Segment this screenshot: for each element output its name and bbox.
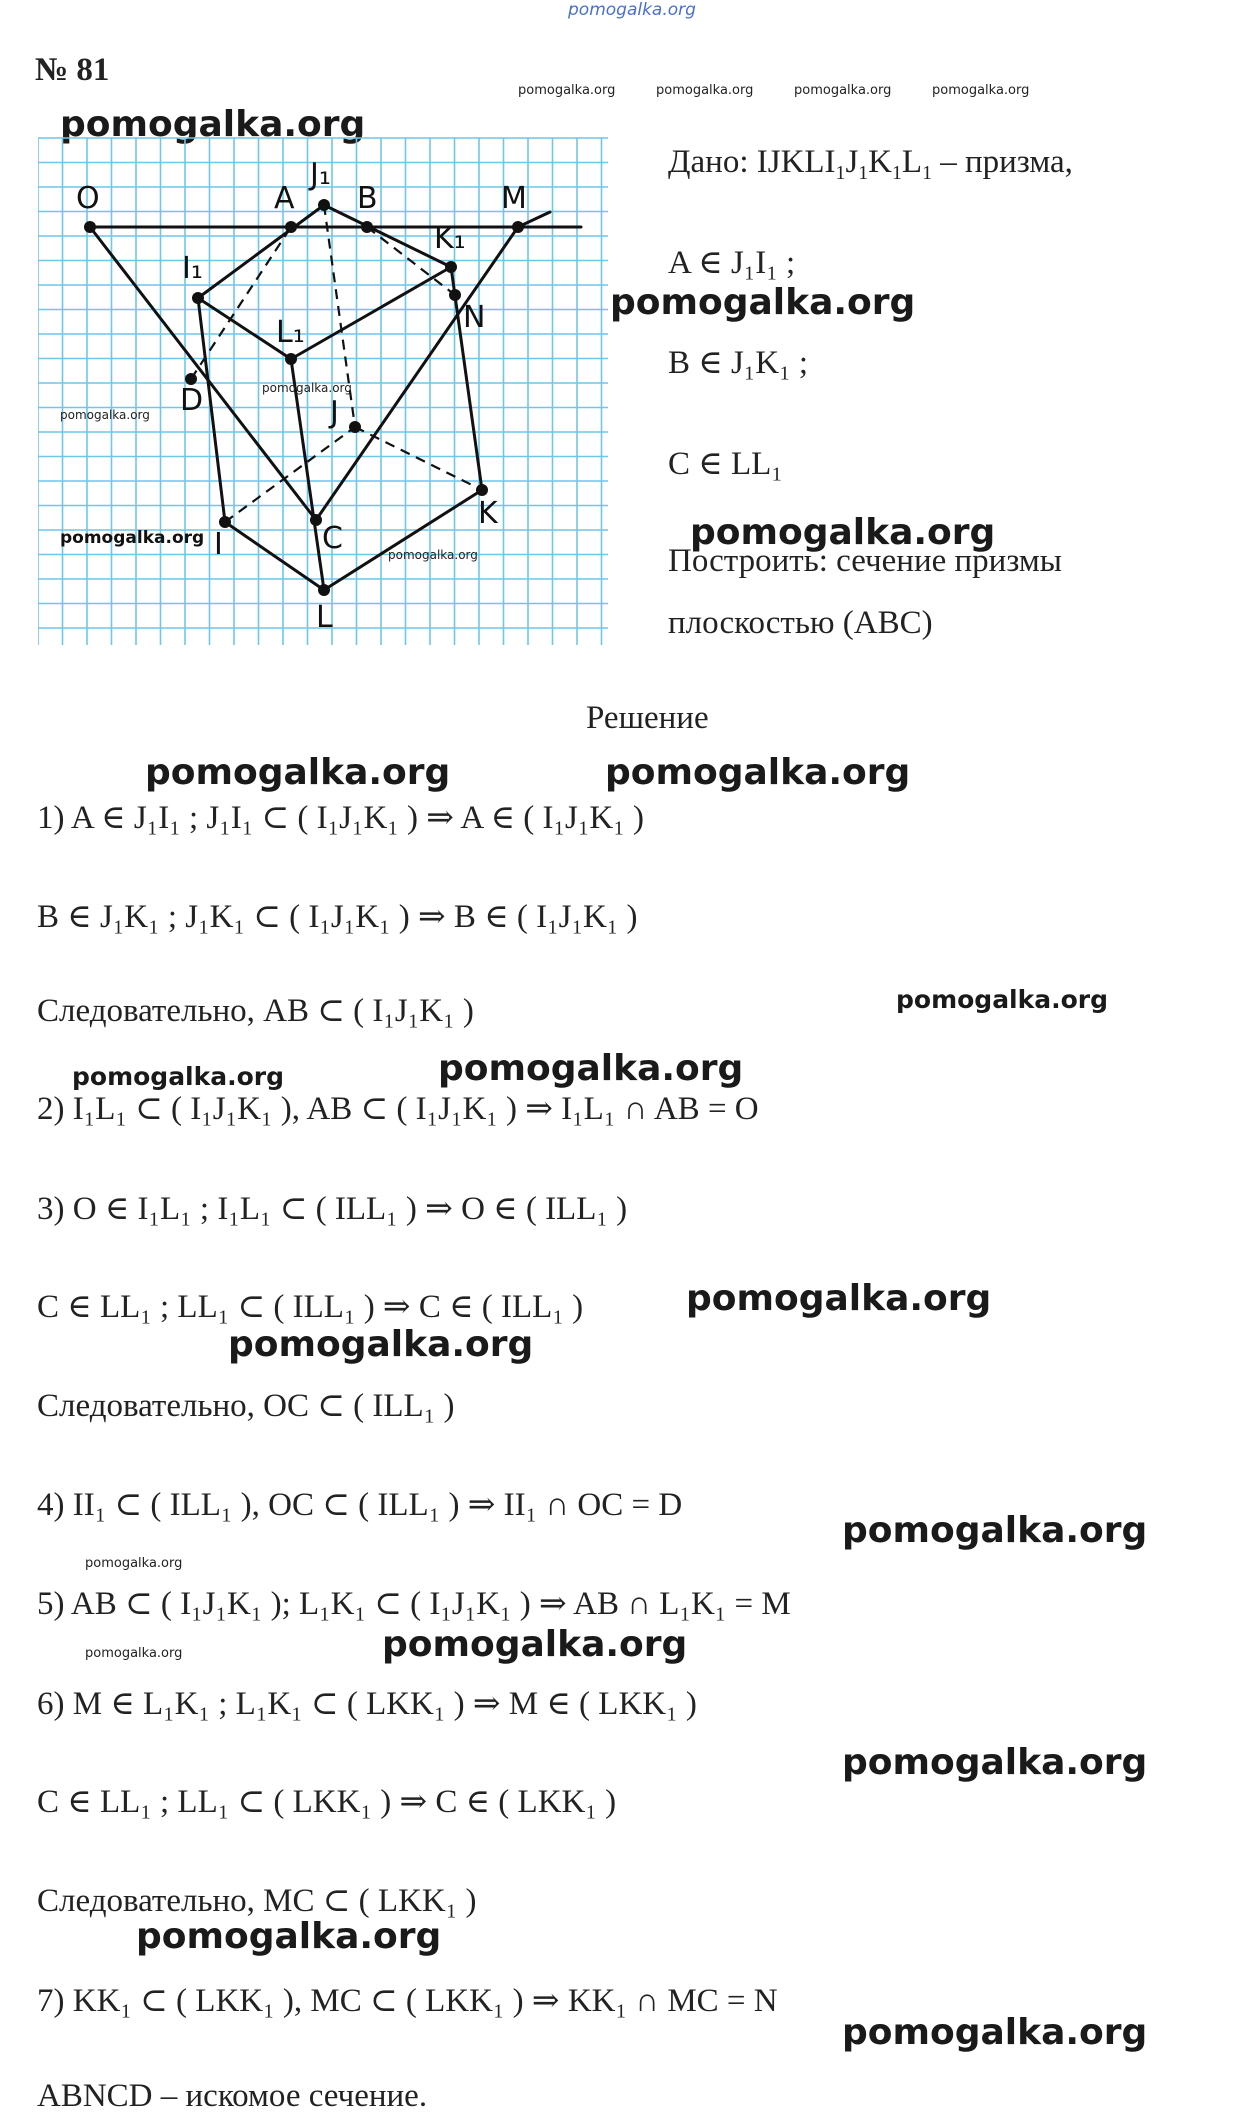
step-7: 7) KK₁ ⊂ ( LKK₁ ), MC ⊂ ( LKK₁ ) ⇒ KK₁ ∩ MC = N [37, 1983, 778, 2019]
top-watermark: pomogalka.org [568, 0, 696, 20]
label-m: M [501, 181, 527, 216]
figure-watermark: pomogalka.org [60, 528, 205, 548]
figure-watermark: pomogalka.org [262, 381, 352, 395]
label-l: L [316, 600, 333, 635]
step-1: 1) A ∈ J₁I₁ ; J₁I₁ ⊂ ( I₁J₁K₁ ) ⇒ A ∈ ( I₁J₁K₁ ) [37, 800, 644, 836]
label-a: A [274, 181, 295, 216]
problem-number: № 81 [35, 52, 110, 88]
prism-figure [38, 130, 615, 650]
step-1c: Следовательно, AB ⊂ ( I₁J₁K₁ ) [37, 993, 474, 1029]
figure-watermark: pomogalka.org [60, 408, 150, 422]
label-d: D [180, 383, 204, 418]
solution-heading: Решение [586, 700, 709, 736]
watermark: pomogalka.org [932, 83, 1030, 98]
given-line-2: A ∈ J₁I₁ ; [668, 245, 796, 281]
step-3c: Следовательно, OC ⊂ ( ILL₁ ) [37, 1388, 455, 1424]
step-6: 6) M ∈ L₁K₁ ; L₁K₁ ⊂ ( LKK₁ ) ⇒ M ∈ ( LKK₁ ) [37, 1686, 697, 1722]
given-line-3: B ∈ J₁K₁ ; [668, 345, 809, 381]
step-3: 3) O ∈ I₁L₁ ; I₁L₁ ⊂ ( ILL₁ ) ⇒ O ∈ ( ILL₁ ) [37, 1191, 628, 1227]
watermark: pomogalka.org [228, 1324, 534, 1365]
watermark: pomogalka.org [896, 985, 1109, 1014]
given-line-1: Дано: $IJKLI_1J_1K_1L_1$ – призма, [668, 144, 1073, 184]
step-4: 4) II₁ ⊂ ( ILL₁ ), OC ⊂ ( ILL₁ ) ⇒ II₁ ∩ OC = D [37, 1487, 683, 1523]
label-j1: J₁ [310, 157, 331, 192]
watermark: pomogalka.org [690, 512, 996, 553]
label-k: K [478, 496, 498, 531]
watermark: pomogalka.org [438, 1048, 744, 1089]
watermark: pomogalka.org [382, 1624, 688, 1665]
label-j: J [330, 395, 339, 430]
label-k1: K₁ [434, 221, 466, 256]
conclusion: ABNCD – искомое сечение. [37, 2078, 428, 2114]
vertex-labels [76, 157, 527, 635]
label-n: N [463, 300, 486, 335]
watermark: pomogalka.org [656, 83, 754, 98]
construct-line-2: плоскостью (ABC) [668, 605, 933, 641]
label-b: B [357, 181, 378, 216]
watermark: pomogalka.org [842, 2012, 1148, 2053]
label-c: C [322, 521, 343, 556]
label-i: I [214, 527, 223, 562]
watermark: pomogalka.org [610, 282, 916, 323]
watermark: pomogalka.org [145, 752, 451, 793]
watermark: pomogalka.org [794, 83, 892, 98]
step-5: 5) AB ⊂ ( I₁J₁K₁ ); L₁K₁ ⊂ ( I₁J₁K₁ ) ⇒ AB ∩ L₁K₁ = M [37, 1586, 791, 1622]
watermark: pomogalka.org [136, 1916, 442, 1957]
watermark: pomogalka.org [605, 752, 911, 793]
label-l1: L₁ [276, 315, 305, 350]
watermark: pomogalka.org [85, 1646, 183, 1661]
watermark: pomogalka.org [85, 1556, 183, 1571]
label-i1: I₁ [182, 251, 203, 286]
step-6b: C ∈ LL₁ ; LL₁ ⊂ ( LKK₁ ) ⇒ C ∈ ( LKK₁ ) [37, 1784, 617, 1820]
label-o: O [76, 181, 100, 216]
construct-line-1: Построить: сечение призмы [668, 543, 1062, 579]
figure-watermark: pomogalka.org [388, 548, 478, 562]
step-2: 2) I₁L₁ ⊂ ( I₁J₁K₁ ), AB ⊂ ( I₁J₁K₁ ) ⇒ I₁L₁ ∩ AB = O [37, 1091, 759, 1127]
watermark: pomogalka.org [842, 1510, 1148, 1551]
watermark: pomogalka.org [518, 83, 616, 98]
step-1b: B ∈ J₁K₁ ; J₁K₁ ⊂ ( I₁J₁K₁ ) ⇒ B ∈ ( I₁J₁K₁ ) [37, 899, 638, 935]
given-line-4: C ∈ LL₁ [668, 446, 783, 482]
step-6c: Следовательно, MC ⊂ ( LKK₁ ) [37, 1883, 477, 1919]
watermark: pomogalka.org [60, 104, 366, 145]
watermark: pomogalka.org [686, 1278, 992, 1319]
watermark: pomogalka.org [842, 1742, 1148, 1783]
watermark: pomogalka.org [72, 1062, 285, 1091]
step-3b: C ∈ LL₁ ; LL₁ ⊂ ( ILL₁ ) ⇒ C ∈ ( ILL₁ ) [37, 1289, 584, 1325]
